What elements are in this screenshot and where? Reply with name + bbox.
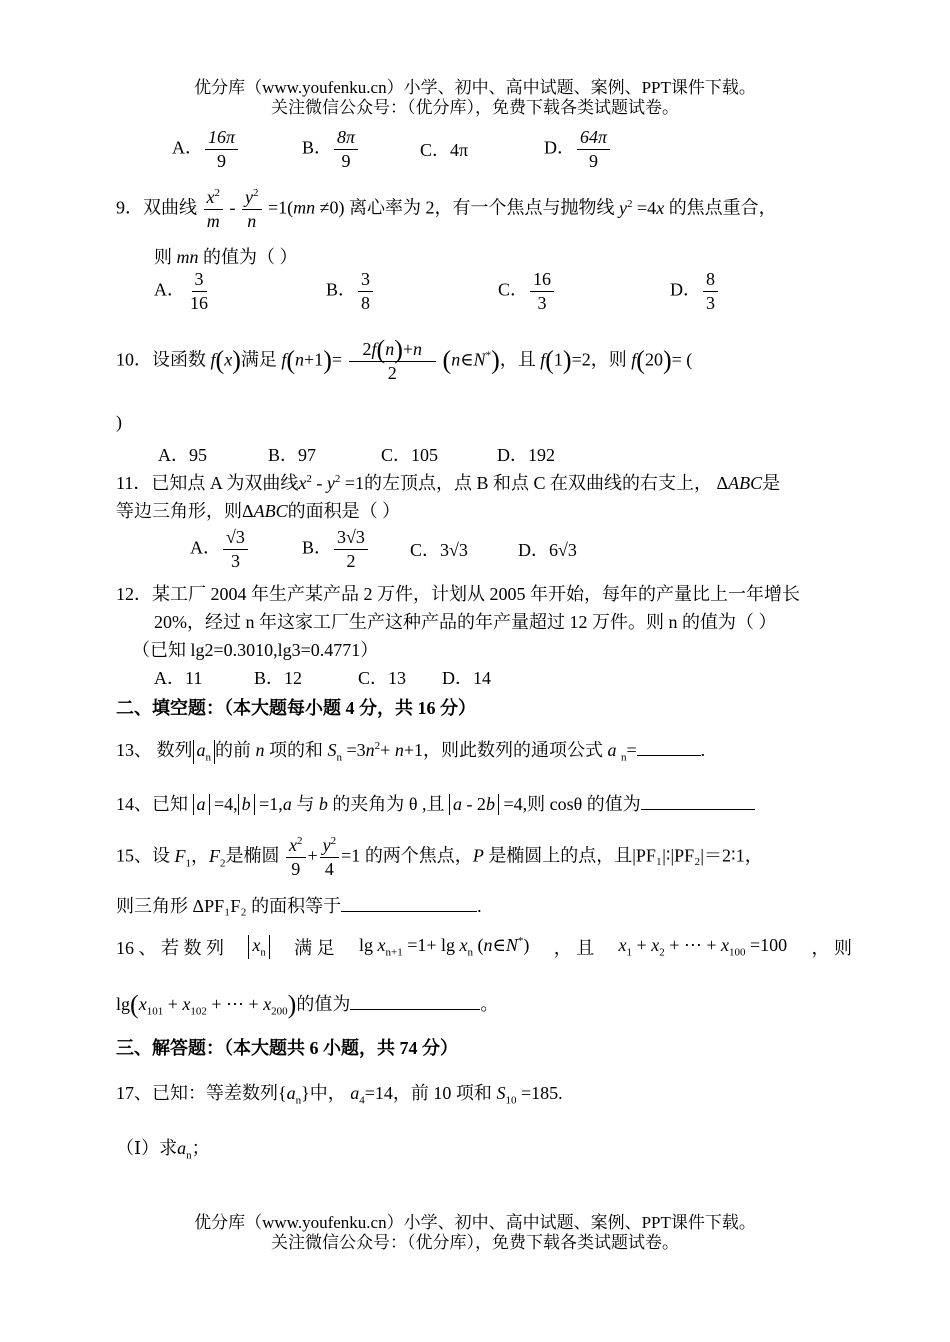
section-2-title: 二、填空题：（本大题每小题 4 分，共 16 分） (116, 698, 476, 718)
header-line-1: 优分库（www.youfenku.cn）小学、初中、高中试题、案例、PPT课件下载。 (194, 78, 756, 97)
q10-stem: 10．设函数 f(x)满足 f(n+1)= $\frac{2f(n)+n}{2}$ (n∈N*)，且 f(1)=2，则 f(20)= ( (116, 335, 693, 383)
q12-options (154, 664, 491, 690)
q9-option-c: C． $\frac{16}{3}$ (498, 270, 670, 313)
q12-option-b: B．12 (254, 668, 303, 688)
q15-stem-line2: 则三角形 ΔPF₁F₂ 的面积等于 . (116, 896, 482, 916)
q11-option-b: B． $\frac{3√3}{2}$ (302, 528, 410, 571)
q12-line3: （已知 lg2=0.3010,lg3=0.4771） (132, 640, 379, 660)
header-line-2: 关注微信公众号：（优分库），免费下载各类试题试卷。 (271, 98, 679, 117)
q16-stem-line2: $\lg(x_{101} + x_{102}$ + ⋯ + $x_{200}$)的值为 。 (116, 990, 499, 1019)
q8-option-d: D． $\frac{64\pi}{9}$ (544, 128, 612, 171)
q9-stem: 9．双曲线 $\frac{x^2}{m}$ - $\frac{y^2}{n}$ =1(mn ≠0) 离心率为 2，有一个焦点与抛物线 $y^2 =4x$ 的焦点重合， (116, 187, 777, 231)
q8-options (172, 128, 612, 171)
q9-options (154, 270, 720, 313)
q12-line1: 12．某工厂 2004 年生产某产品 2 万件，计划从 2005 年开始，每年的产量比上一年增长 (116, 584, 800, 604)
q11-stem: 11．已知点 A 为双曲线$x^2 - y^2 =1$的左顶点，点 B 和点 C 在双曲线的右支上， ΔABC是 (116, 473, 781, 493)
q14-stem: 14、已知 a =4, b =1,a 与 b 的夹角为 θ ,且 a - 2b =4,则 cosθ 的值为 (116, 790, 755, 816)
q11-option-d: D．6√3 (518, 540, 577, 561)
q9-option-d: D． $\frac{8}{3}$ (670, 270, 720, 313)
q8-option-a: A． $\frac{16\pi}{9}$ (172, 128, 302, 171)
q8-option-b: B． $\frac{8\pi}{9}$ (302, 128, 420, 171)
section-3-title: 三、解答题：（本大题共 6 小题，共 74 分） (116, 1038, 458, 1058)
q12-option-d: D．14 (442, 668, 491, 688)
q10-option-b: B．97 (268, 445, 317, 465)
q15-stem: 15、设 $F_1$，$F_2$是椭圆 $\frac{x^2}{9}$ + $\frac{y^2}{4}$ =1 的两个焦点，P 是椭圆上的点，且|PF₁|∶|PF₂|＝2∶1， (116, 835, 763, 879)
q13-stem: 13、 数列 $a_n$ 的前 n 项的和 $S_n =3n^2+ n+1$，则此数列的通项公式 a $_n$= . (116, 740, 706, 764)
q11-options (190, 528, 577, 571)
q9-option-b: B． $\frac{3}{8}$ (326, 270, 498, 313)
q17-stem: 17、已知：等差数列$\{a_n\}$中， $a_4=14$，前 10 项和 $S_{10} =185$. (116, 1083, 563, 1107)
q10-option-a: A．95 (158, 445, 207, 465)
q8-option-c: C．4π (420, 140, 469, 161)
q11-option-c: C．3√3 (410, 540, 468, 561)
q10-option-d: D．192 (497, 445, 555, 465)
q11-option-a: A． $\frac{√3}{3}$ (190, 528, 302, 571)
q17-part-1: （Ⅰ）求$a_n$； (116, 1138, 210, 1162)
q10-stem-close: ) (116, 412, 122, 432)
q12-option-c: C．13 (358, 668, 407, 688)
q12-option-a: A．11 (154, 668, 203, 688)
q16-stem: 16 、 若 数 列 $x_n$ 满 足 $\lg x_{n+1} =1+ \lg x_n$ (n∈N*) ， 且 $x_1 + x_2$ + ⋯ + $x_{100} =100$ ， 则 (116, 935, 852, 959)
footer-line-2: 关注微信公众号：（优分库），免费下载各类试题试卷。 (271, 1233, 679, 1252)
q9-stem-line2: 则 mn 的值为（ ） (154, 247, 298, 267)
q11-stem-line2: 等边三角形，则ΔABC的面积是（ ） (116, 501, 401, 521)
q10-option-c: C．105 (381, 445, 439, 465)
footer-line-1: 优分库（www.youfenku.cn）小学、初中、高中试题、案例、PPT课件下载。 (194, 1213, 756, 1232)
q12-line2: 20%，经过 n 年这家工厂生产这种产品的年产量超过 12 万件。则 n 的值为（ ） (154, 612, 777, 632)
q10-options (158, 441, 555, 467)
q9-option-a: A． $\frac{3}{16}$ (154, 269, 208, 313)
